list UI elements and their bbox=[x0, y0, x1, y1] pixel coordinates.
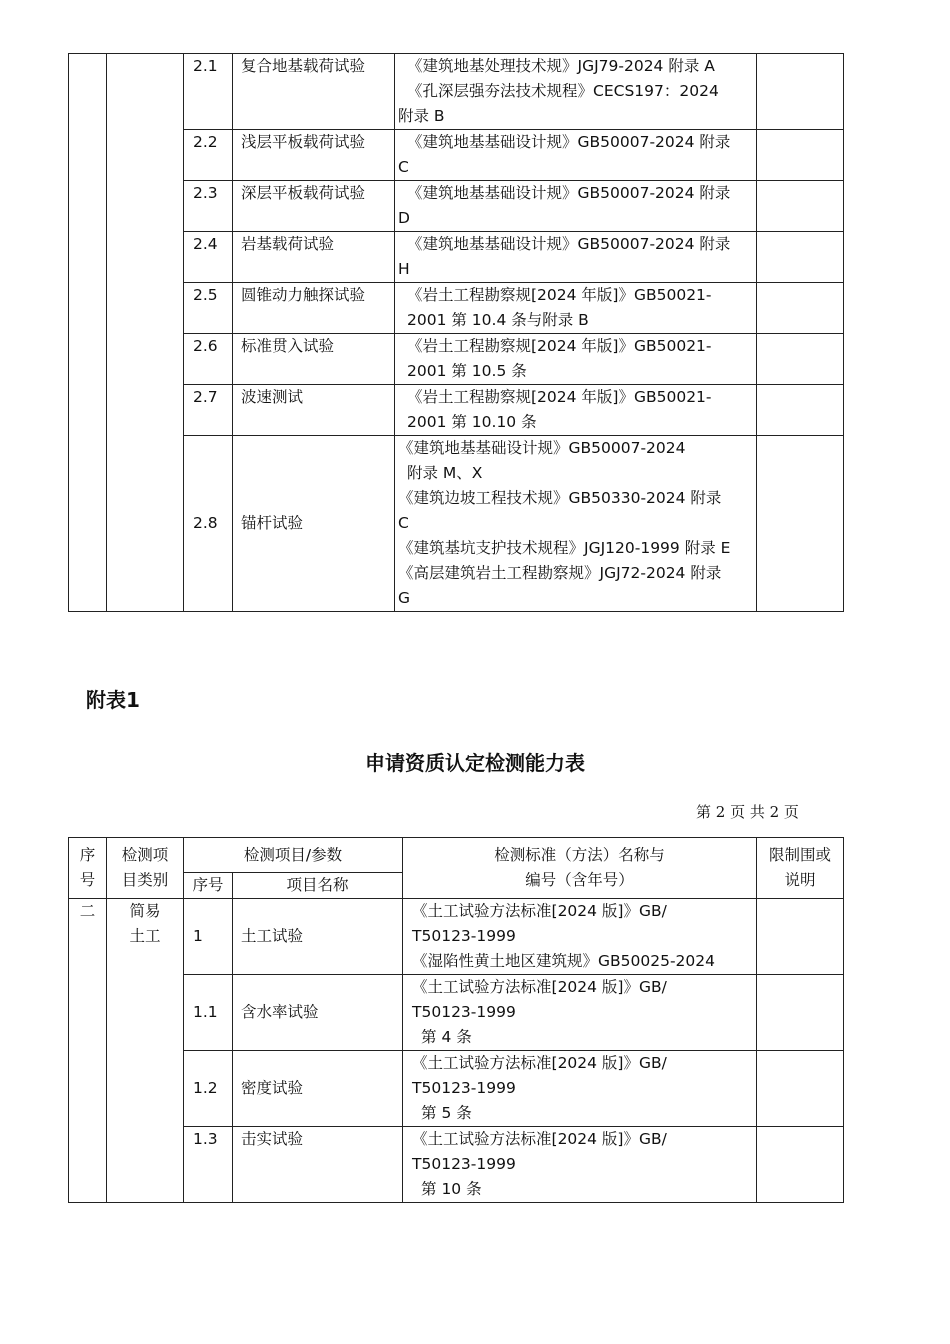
standard-line: 2001 第 10.4 条与附录 B bbox=[407, 311, 589, 329]
standard-line: 《高层建筑岩土工程勘察规》JGJ72-2024 附录 bbox=[398, 564, 722, 582]
item-name: 圆锥动力触探试验 bbox=[233, 283, 395, 334]
note-cell bbox=[757, 1127, 844, 1203]
header-category-line: 检测项 bbox=[121, 846, 169, 864]
standard-cell bbox=[403, 1127, 757, 1203]
standard-line: 《岩土工程勘察规[2024 年版]》GB50021- bbox=[407, 337, 712, 355]
standard-cell bbox=[395, 232, 757, 283]
standard-line: 2001 第 10.5 条 bbox=[407, 362, 527, 380]
header-standard-line: 编号（含年号） bbox=[525, 871, 634, 889]
standard-line: 《建筑边坡工程技术规》GB50330-2024 附录 bbox=[398, 489, 722, 507]
note-cell bbox=[757, 1051, 844, 1127]
note-cell bbox=[757, 899, 844, 975]
header-note-line: 限制围或 bbox=[769, 846, 832, 864]
table-row bbox=[69, 1051, 844, 1127]
table-row bbox=[69, 334, 844, 385]
standard-cell bbox=[395, 334, 757, 385]
category-cell bbox=[107, 54, 184, 612]
item-name: 波速测试 bbox=[233, 385, 395, 436]
standard-line: 《建筑地基基础设计规》GB50007-2024 附录 bbox=[407, 184, 731, 202]
standard-line: 第 4 条 bbox=[421, 1028, 472, 1046]
standard-line: 2001 第 10.10 条 bbox=[407, 413, 537, 431]
standard-line: 《建筑地基基础设计规》GB50007-2024 附录 bbox=[407, 235, 731, 253]
header-item-name: 项目名称 bbox=[233, 873, 403, 899]
standard-line: 《土工试验方法标准[2024 版]》GB/ bbox=[412, 902, 667, 920]
standard-cell bbox=[395, 436, 757, 612]
capability-table bbox=[68, 837, 844, 1203]
item-name: 密度试验 bbox=[233, 1051, 403, 1127]
item-number: 2.8 bbox=[184, 436, 233, 612]
item-number: 2.2 bbox=[184, 130, 233, 181]
item-number: 2.3 bbox=[184, 181, 233, 232]
item-name: 击实试验 bbox=[233, 1127, 403, 1203]
item-name: 标准贯入试验 bbox=[233, 334, 395, 385]
appendix-label: 附表1 bbox=[86, 688, 140, 712]
table-row bbox=[69, 181, 844, 232]
header-seq bbox=[69, 838, 107, 899]
header-standard-line: 检测标准（方法）名称与 bbox=[494, 846, 665, 864]
header-standard bbox=[403, 838, 757, 899]
item-number: 2.7 bbox=[184, 385, 233, 436]
standard-line: 《土工试验方法标准[2024 版]》GB/ bbox=[412, 978, 667, 996]
standard-line: 《建筑基坑支护技术规程》JGJ120-1999 附录 E bbox=[398, 539, 731, 557]
standard-line: 《孔深层强夯法技术规程》CECS197：2024 bbox=[407, 82, 719, 100]
note-cell bbox=[757, 130, 844, 181]
item-number: 2.5 bbox=[184, 283, 233, 334]
header-note bbox=[757, 838, 844, 899]
standard-line: C bbox=[398, 514, 409, 532]
item-number: 2.6 bbox=[184, 334, 233, 385]
section-category bbox=[107, 899, 184, 1203]
note-cell bbox=[757, 975, 844, 1051]
standard-line: 《岩土工程勘察规[2024 年版]》GB50021- bbox=[407, 388, 712, 406]
section-seq: 二 bbox=[69, 899, 107, 1203]
note-cell bbox=[757, 232, 844, 283]
standard-line: 《建筑地基基础设计规》GB50007-2024 附录 bbox=[407, 133, 731, 151]
item-number: 1.3 bbox=[184, 1127, 233, 1203]
note-cell bbox=[757, 334, 844, 385]
header-row bbox=[69, 838, 844, 873]
table-row bbox=[69, 232, 844, 283]
item-number: 1 bbox=[184, 899, 233, 975]
item-name: 含水率试验 bbox=[233, 975, 403, 1051]
header-note-line: 说明 bbox=[784, 871, 816, 889]
header-category-line: 目类别 bbox=[121, 871, 169, 889]
table-row bbox=[69, 283, 844, 334]
page-indicator: 第 2 页 共 2 页 bbox=[696, 803, 799, 821]
standard-cell bbox=[403, 899, 757, 975]
header-category bbox=[107, 838, 184, 899]
standard-line: 《建筑地基基础设计规》GB50007-2024 bbox=[398, 439, 686, 457]
header-seq-line: 号 bbox=[79, 871, 96, 889]
item-name: 锚杆试验 bbox=[233, 436, 395, 612]
standard-cell bbox=[403, 975, 757, 1051]
standard-cell bbox=[395, 385, 757, 436]
item-name: 深层平板载荷试验 bbox=[233, 181, 395, 232]
seq-cell bbox=[69, 54, 107, 612]
table-row bbox=[69, 385, 844, 436]
standard-line: 第 5 条 bbox=[421, 1104, 472, 1122]
item-name: 岩基载荷试验 bbox=[233, 232, 395, 283]
item-number: 1.1 bbox=[184, 975, 233, 1051]
standard-cell bbox=[395, 54, 757, 130]
note-cell bbox=[757, 385, 844, 436]
standard-cell bbox=[395, 283, 757, 334]
standard-line: 《土工试验方法标准[2024 版]》GB/ bbox=[412, 1130, 667, 1148]
standard-line: D bbox=[398, 209, 410, 227]
table-row bbox=[69, 436, 844, 612]
standard-line: G bbox=[398, 589, 411, 607]
standard-line: T50123-1999 bbox=[412, 1003, 516, 1021]
item-number: 2.4 bbox=[184, 232, 233, 283]
standard-line: T50123-1999 bbox=[412, 1155, 516, 1173]
note-cell bbox=[757, 54, 844, 130]
standard-line: 《土工试验方法标准[2024 版]》GB/ bbox=[412, 1054, 667, 1072]
table-row bbox=[69, 1127, 844, 1203]
standard-cell bbox=[403, 1051, 757, 1127]
standard-cell bbox=[395, 130, 757, 181]
header-item-number: 序号 bbox=[184, 873, 233, 899]
note-cell bbox=[757, 436, 844, 612]
standard-line: C bbox=[398, 158, 409, 176]
continued-capability-table bbox=[68, 53, 844, 612]
table-row bbox=[69, 130, 844, 181]
header-item-group: 检测项目/参数 bbox=[184, 838, 403, 873]
section-category-line: 简易 bbox=[129, 902, 161, 920]
table-row bbox=[69, 899, 844, 975]
section-category-line: 土工 bbox=[129, 927, 161, 945]
standard-line: 第 10 条 bbox=[421, 1180, 482, 1198]
item-name: 复合地基载荷试验 bbox=[233, 54, 395, 130]
standard-line: 《湿陷性黄土地区建筑规》GB50025-2024 bbox=[412, 952, 716, 970]
standard-line: 附录 M、X bbox=[407, 464, 483, 482]
standard-line: H bbox=[398, 260, 410, 278]
header-seq-line: 序 bbox=[79, 846, 96, 864]
standard-cell bbox=[395, 181, 757, 232]
table-row bbox=[69, 975, 844, 1051]
standard-line: 《建筑地基处理技术规》JGJ79-2024 附录 A bbox=[407, 57, 715, 75]
item-name: 浅层平板载荷试验 bbox=[233, 130, 395, 181]
standard-line: 附录 B bbox=[398, 107, 445, 125]
item-number: 1.2 bbox=[184, 1051, 233, 1127]
item-number: 2.1 bbox=[184, 54, 233, 130]
note-cell bbox=[757, 181, 844, 232]
standard-line: 《岩土工程勘察规[2024 年版]》GB50021- bbox=[407, 286, 712, 304]
page-title: 申请资质认定检测能力表 bbox=[365, 751, 585, 775]
table-row bbox=[69, 54, 844, 130]
item-name: 土工试验 bbox=[233, 899, 403, 975]
note-cell bbox=[757, 283, 844, 334]
standard-line: T50123-1999 bbox=[412, 927, 516, 945]
standard-line: T50123-1999 bbox=[412, 1079, 516, 1097]
